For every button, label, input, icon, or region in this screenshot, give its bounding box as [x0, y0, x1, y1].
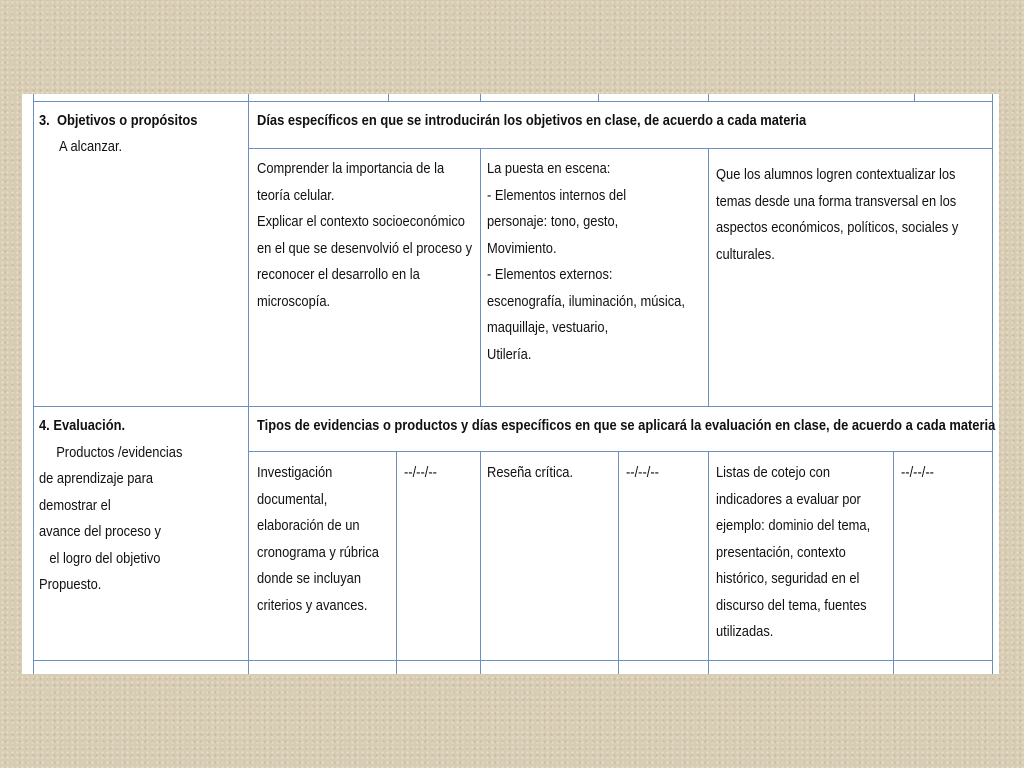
section-4-col1-date: --/--/--: [404, 464, 437, 481]
section-3-col3: [716, 162, 958, 268]
table-row-border: [33, 101, 993, 102]
section-3-label: [39, 108, 197, 135]
text-line: Explicar el contexto socioeconómico: [257, 213, 465, 230]
text-line: maquillaje, vestuario,: [487, 319, 609, 336]
section-4-col3: [716, 460, 870, 646]
table-row-border: [248, 451, 993, 452]
text-line: Comprender la importancia de la: [257, 160, 445, 177]
text-line: el logro del objetivo: [49, 549, 161, 567]
document-slide: [22, 94, 999, 674]
table-row-border: [33, 406, 993, 407]
table-divider: [598, 94, 599, 101]
text-line: documental,: [257, 490, 328, 508]
text-line: temas desde una forma transversal en los: [716, 192, 957, 210]
text-line: Reseña crítica.: [487, 464, 574, 481]
text-line: discurso del tema, fuentes: [716, 596, 867, 614]
text-line: microscopía.: [257, 292, 331, 310]
text-line: La puesta en escena:: [487, 160, 611, 177]
table-divider: [480, 451, 481, 674]
table-divider: [388, 94, 389, 101]
table-divider: [708, 148, 709, 406]
text-line: ejemplo: dominio del tema,: [716, 517, 871, 534]
section-3-title: Objetivos o propósitos: [56, 112, 198, 129]
table-divider: [618, 451, 619, 674]
text-line: donde se incluyan: [257, 570, 362, 587]
table-divider: [708, 94, 709, 101]
text-line: Utilería.: [487, 345, 532, 363]
text-line: Productos /evidencias: [56, 443, 183, 461]
text-line: Que los alumnos logren contextualizar los: [716, 166, 956, 183]
text-line: - Elementos externos:: [487, 266, 613, 283]
text-line: personaje: tono, gesto,: [487, 213, 619, 230]
section-4-col1: [257, 460, 379, 619]
text-line: Listas de cotejo con: [716, 464, 831, 481]
section-4-col3-date: --/--/--: [901, 464, 934, 481]
section-4-title: 4. Evaluación.: [39, 417, 126, 434]
table-divider-label-column: [248, 94, 249, 674]
text-line: de aprendizaje para: [39, 470, 154, 487]
table-divider: [396, 451, 397, 674]
section-4-label: [39, 413, 182, 599]
table-divider: [480, 148, 481, 406]
text-line: aspectos económicos, políticos, sociales y: [716, 219, 959, 236]
table-divider: [708, 451, 709, 674]
text-line: histórico, seguridad en el: [716, 570, 860, 587]
text-line: indicadores a evaluar por: [716, 490, 861, 508]
table-divider: [480, 94, 481, 101]
section-4-col2-date: --/--/--: [626, 464, 659, 481]
section-3-col1: [257, 156, 472, 315]
text-line: utilizadas.: [716, 623, 774, 640]
text-line: Movimiento.: [487, 239, 557, 257]
section-4-col2: [487, 460, 573, 487]
section-3-col2: [487, 156, 685, 368]
text-line: Propuesto.: [39, 576, 102, 593]
section-4-header: Tipos de evidencias o productos y días específicos en que se aplicará la evaluación en clase, de acuerdo a cada materia: [257, 417, 996, 434]
text-line: criterios y avances.: [257, 596, 368, 614]
table-divider: [914, 94, 915, 101]
section-3-number: 3.: [39, 112, 50, 129]
table-border-right: [992, 94, 993, 674]
table-border-left: [33, 94, 34, 674]
text-line: culturales.: [716, 245, 775, 263]
text-line: - Elementos internos del: [487, 186, 627, 204]
text-line: Investigación: [257, 464, 333, 481]
text-line: elaboración de un: [257, 517, 360, 534]
table-row-border: [248, 148, 993, 149]
section-3-header: Días específicos en que se introducirán los objetivos en clase, de acuerdo a cada materia: [257, 112, 807, 129]
section-3-subtitle: A alcanzar.: [59, 138, 123, 155]
text-line: teoría celular.: [257, 186, 335, 204]
text-line: escenografía, iluminación, música,: [487, 292, 685, 310]
table-divider: [893, 451, 894, 674]
text-line: en el que se desenvolvió el proceso y: [257, 239, 473, 257]
text-line: presentación, contexto: [716, 543, 846, 561]
table-row-border: [33, 660, 993, 661]
text-line: reconocer el desarrollo en la: [257, 266, 420, 283]
text-line: avance del proceso y: [39, 523, 161, 540]
text-line: cronograma y rúbrica: [257, 543, 379, 561]
text-line: demostrar el: [39, 496, 111, 514]
